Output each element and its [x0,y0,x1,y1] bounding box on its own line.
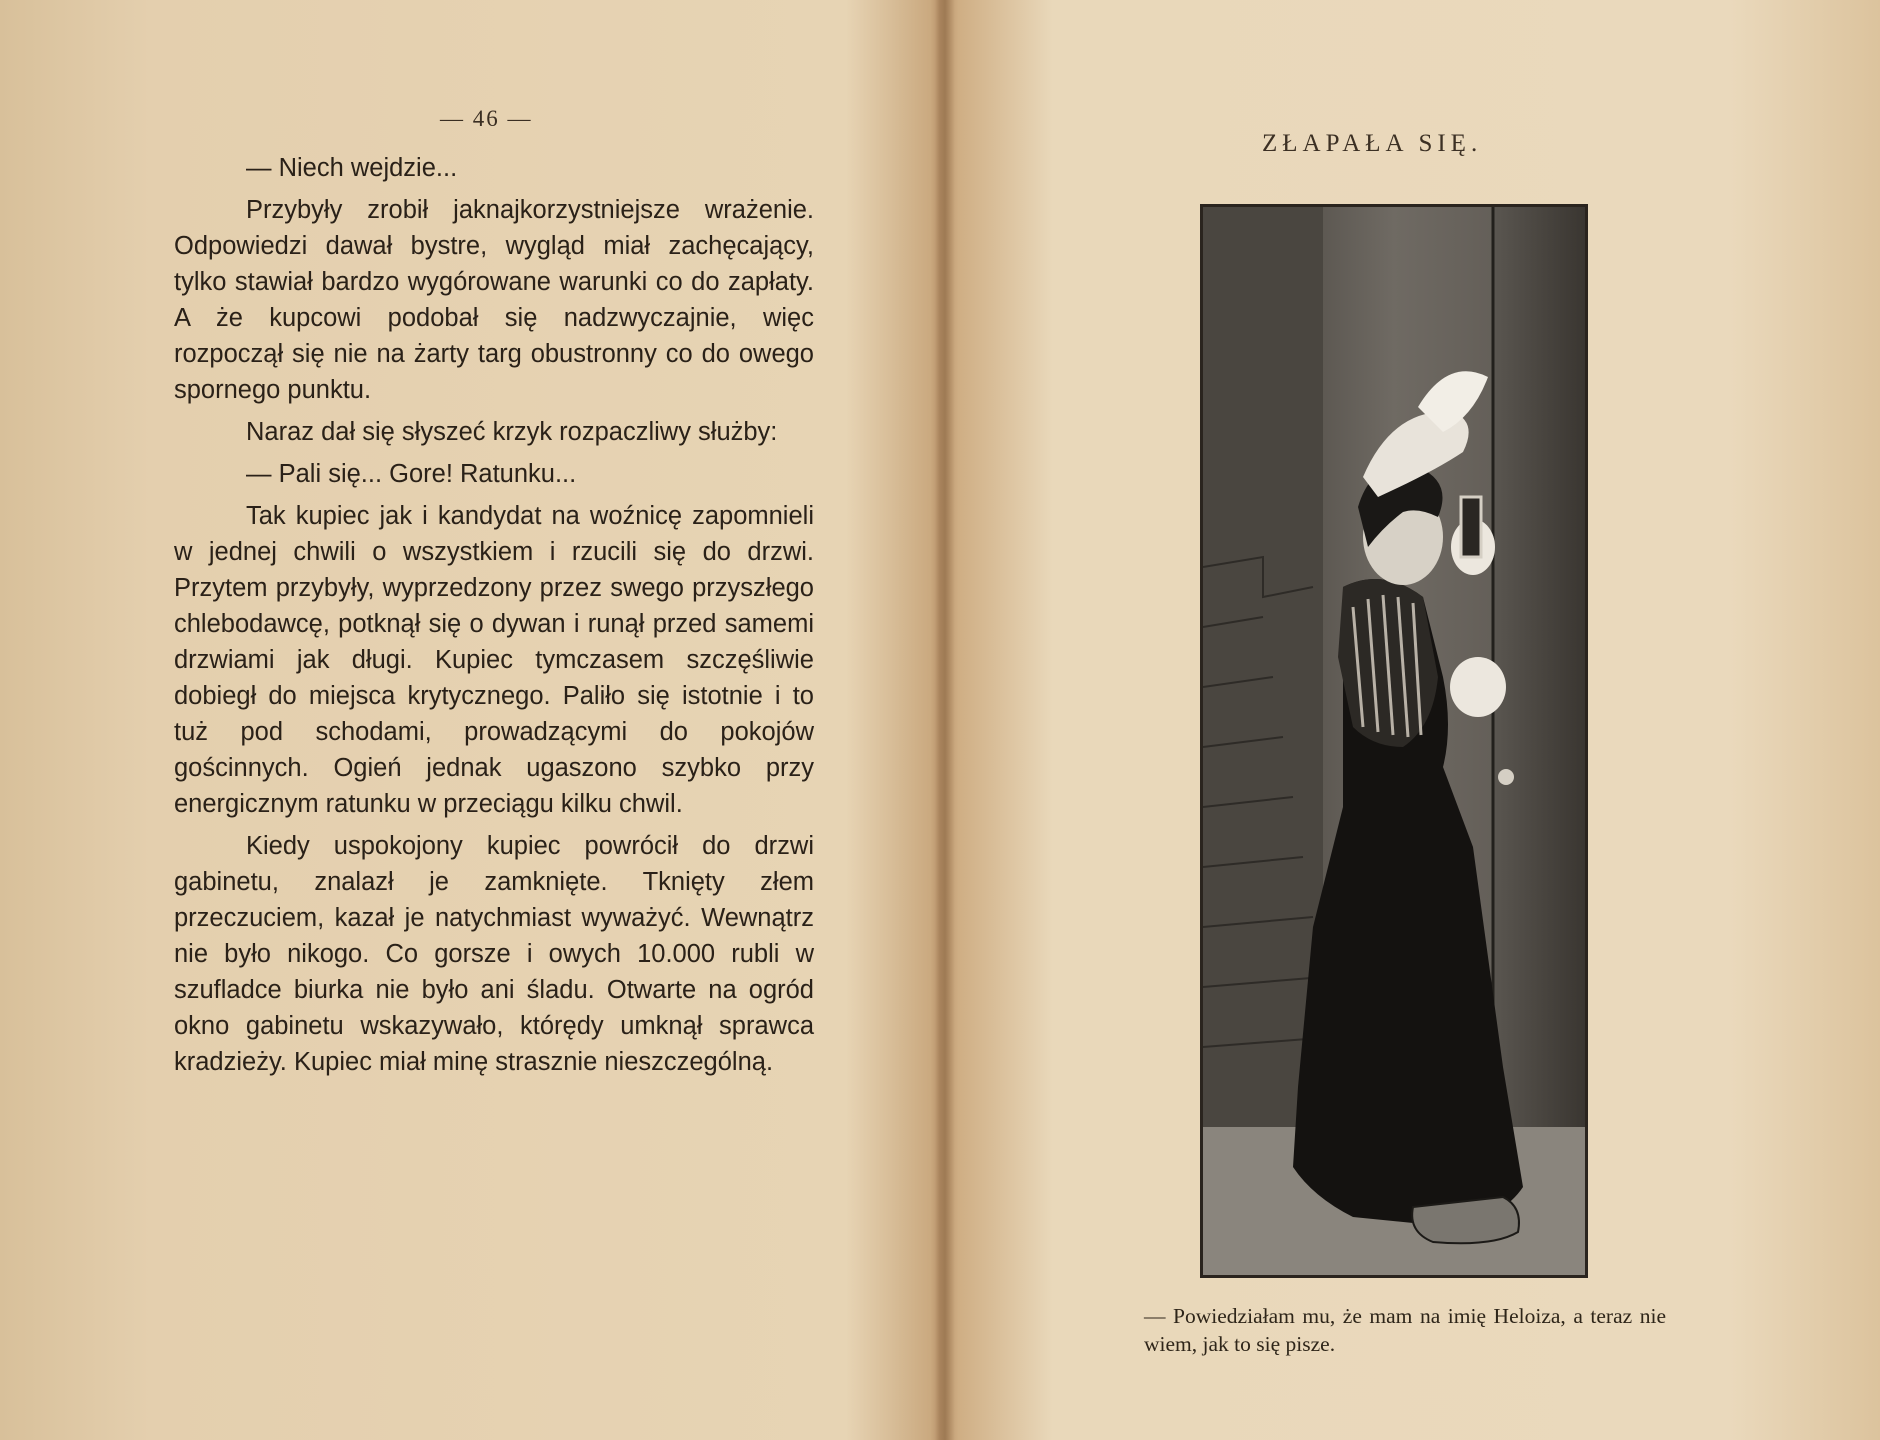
woman-at-door-illustration [1203,207,1585,1275]
paragraph: — Niech wejdzie... [246,154,458,182]
paragraph: Naraz dał się słyszeć krzyk rozpaczliwy służby: [246,418,778,446]
caption-text: — Powiedziałam mu, że mam na imię Heloiza, a teraz nie wiem, jak to się pisze. [1144,1304,1666,1356]
paragraph: — Pali się... Gore! Ratunku... [246,460,577,488]
running-head: ZŁAPAŁA SIĘ. [1262,130,1483,157]
page-number: — 46 — [440,106,533,131]
illustration-plate [1200,204,1588,1278]
illustration-caption [1074,1302,1666,1358]
body-text [174,150,814,1086]
paragraph: Przybyły zrobił jaknajkorzystniejsze wrażenie. Odpowiedzi dawał bystre, wygląd miał zachęcający, tylko stawiał bardzo wygórowane warunki co do zapłaty. A że kupcowi podobał się nadzwyczajnie, więc rozpoczął się nie na żarty targ obustronny co do owego spornego punktu. [174,196,814,404]
paragraph: Kiedy uspokojony kupiec powrócił do drzwi gabinetu, znalazł je zamknięte. Tknięty złem przeczuciem, kazał je natychmiast wyważyć. Wewnątrz nie było nikogo. Co gorsze i owych 10.000 rubli w szufladce biurka nie było ani śladu. Otwarte na ogród okno gabinetu wskazywało, którędy umknął sprawca kradzieży. Kupiec miał minę strasznie nieszczególną. [174,832,814,1076]
paragraph: Tak kupiec jak i kandydat na woźnicę zapomnieli w jednej chwili o wszystkiem i rzucili się do drzwi. Przytem przybyły, wyprzedzony przez swego przyszłego chlebodawcę, potknął się o dywan i runął przed samemi drzwiami jak długi. Kupiec tymczasem szczęśliwie dobiegł do miejsca krytycznego. Paliło się istotnie i to tuż pod schodami, prowadzącymi do pokojów gościnnych. Ogień jednak ugaszono szybko przy energicznym ratunku w przeciągu kilku chwil. [174,502,814,818]
right-page [950,0,1880,1440]
